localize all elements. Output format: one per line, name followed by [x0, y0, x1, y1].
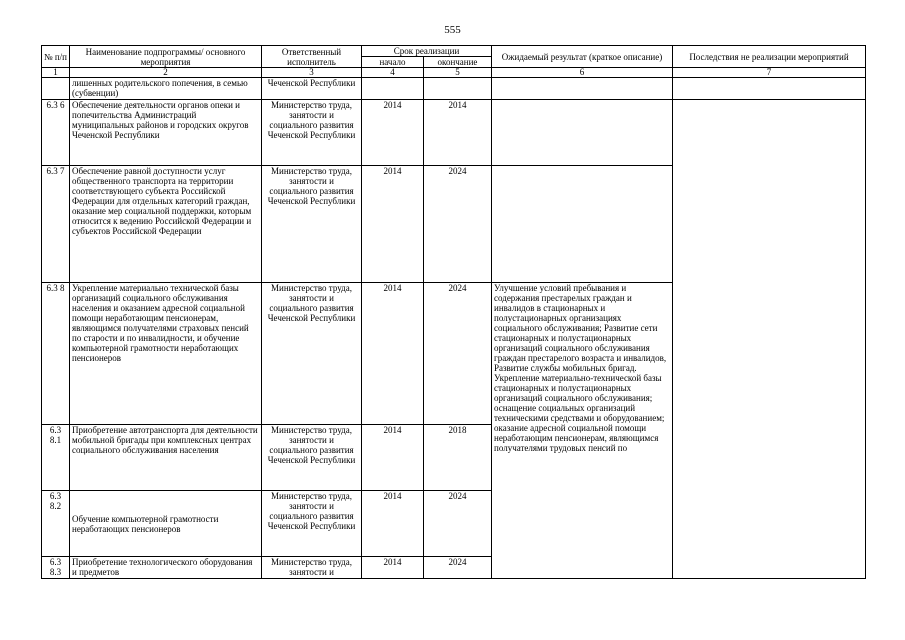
header-name: Наименование подпрограммы/ основного мероприятия [70, 46, 262, 68]
row-end: 2024 [424, 166, 492, 283]
row-number [42, 78, 70, 100]
column-number: 6 [492, 68, 673, 78]
column-number: 1 [42, 68, 70, 78]
row-end: 2024 [424, 557, 492, 579]
row-executor: Чеченской Республики [262, 78, 362, 100]
column-number: 3 [262, 68, 362, 78]
column-number: 5 [424, 68, 492, 78]
row-end: 2024 [424, 491, 492, 557]
row-start: 2014 [362, 100, 424, 166]
row-consequences [673, 78, 866, 100]
row-number: 6.3 6 [42, 100, 70, 166]
row-number: 6.3 8.3 [42, 557, 70, 579]
row-result [492, 78, 673, 100]
column-number: 7 [673, 68, 866, 78]
column-number: 2 [70, 68, 262, 78]
row-executor: Министерство труда, занятости и социального развития Чеченской Республики [262, 100, 362, 166]
column-number: 4 [362, 68, 424, 78]
row-end: 2018 [424, 425, 492, 491]
row-start: 2014 [362, 557, 424, 579]
row-name: лишенных родительского попечения, в семью (субвенции) [70, 78, 262, 100]
row-result [492, 100, 673, 166]
row-executor: Министерство труда, занятости и [262, 557, 362, 579]
row-number: 6.3 8 [42, 283, 70, 425]
header-end: окончание [424, 57, 492, 68]
column-numbers-row [42, 68, 866, 78]
header-start: начало [362, 57, 424, 68]
header-num: № п/п [42, 46, 70, 68]
row-end: 2014 [424, 100, 492, 166]
header-result: Ожидаемый результат (краткое описание) [492, 46, 673, 68]
row-start [362, 78, 424, 100]
row-start: 2014 [362, 283, 424, 425]
row-name: Укрепление материально технической базы организаций социального обслуживания населения и оказанием адресной социальной помощи неработающим пенсионерам, являющимся получателями страховых пенсий по старости и по инвалидности, и обучение компьютерной грамотности неработающих пенсионеров [70, 283, 262, 425]
row-name: Обеспечение деятельности органов опеки и попечительства Администраций муниципальных районов и городских округов Чеченской Республики [70, 100, 262, 166]
row-end [424, 78, 492, 100]
row-number: 6.3 7 [42, 166, 70, 283]
row-start: 2014 [362, 491, 424, 557]
row-start: 2014 [362, 166, 424, 283]
row-end: 2024 [424, 283, 492, 425]
row-result [492, 166, 673, 283]
row-executor: Министерство труда, занятости и социального развития Чеченской Республики [262, 425, 362, 491]
row-number: 6.3 8.1 [42, 425, 70, 491]
expected-result-cell: Улучшение условий пребывания и содержания престарелых граждан и инвалидов в стационарных и полустационарных организациях социального обслуживания; Развитие сети стационарных и полустационарных организаций социального обслуживания граждан престарелого возраста и инвалидов, Развитие службы мобильных бригад. Укрепление материально-технической базы стационарных и полустационарных организаций социального обслуживания; оснащение социальных организаций техническими средствами и оборудованием; оказание адресной социальной помощи неработающим пенсионерам, являющимся получателями трудовых пенсий по [492, 283, 673, 579]
row-number: 6.3 8.2 [42, 491, 70, 557]
row-executor: Министерство труда, занятости и социального развития Чеченской Республики [262, 283, 362, 425]
consequences-cell [673, 100, 866, 579]
row-executor: Министерство труда, занятости и социального развития Чеченской Республики [262, 166, 362, 283]
header-period: Срок реализации [362, 46, 492, 57]
row-name: Обучение компьютерной грамотности неработающих пенсионеров [70, 491, 262, 557]
program-table [41, 45, 866, 579]
row-start: 2014 [362, 425, 424, 491]
row-name: Приобретение технологического оборудования и предметов [70, 557, 262, 579]
row-name: Приобретение автотранспорта для деятельности мобильной бригады при комплексных центрах социального обслуживания населения [70, 425, 262, 491]
row-executor: Министерство труда, занятости и социального развития Чеченской Республики [262, 491, 362, 557]
header-consequences: Последствия не реализации мероприятий [673, 46, 866, 68]
row-name: Обеспечение равной доступности услуг общественного транспорта на территории соответствующего субъекта Российской Федерации для отдельных категорий граждан, оказание мер социальной поддержки, которым относится к ведению Российской Федерации и субъектов Российской Федерации [70, 166, 262, 283]
header-executor: Ответственный исполнитель [262, 46, 362, 68]
page-number: 555 [444, 24, 461, 36]
table-row [42, 100, 866, 166]
table-row [42, 78, 866, 100]
